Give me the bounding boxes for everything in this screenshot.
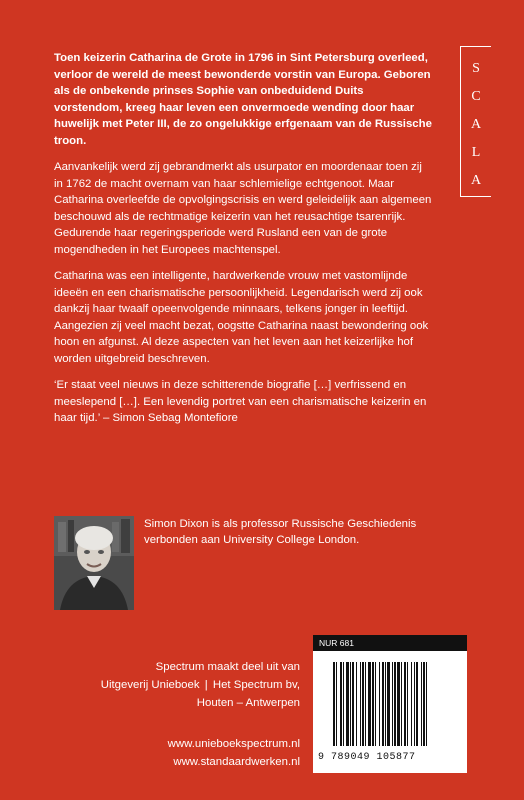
barcode-bar — [375, 662, 376, 746]
isbn-barcode — [333, 662, 459, 748]
barcode-bar — [350, 662, 351, 746]
scala-letter: A — [470, 173, 482, 188]
barcode-bar — [346, 662, 349, 746]
barcode-bar — [407, 662, 408, 746]
barcode-bar — [416, 662, 418, 746]
barcode-bar — [340, 662, 342, 746]
body-paragraph-1: Aanvankelijk werd zij gebrandmerkt als usurpator en moordenaar toen zij in 1762 de macht overnam van haar schlemielige echtgenoot. Maar Catharina overleefde de opvolgingscrisis en werd geleidelijk aan algemeen beschouwd als de rechtmatige keizerin van het reusachtige tsarenrijk. Gedurende haar regeringsperiode werd Rusland een van de grote mogendheden in het Europees machtenspel. — [54, 161, 432, 256]
barcode-bar — [352, 662, 354, 746]
nur-code: NUR 681 — [319, 638, 354, 648]
barcode-bar — [362, 662, 364, 746]
author-bio: Simon Dixon is als professor Russische Geschiedenis verbonden aan University College London. — [144, 518, 417, 546]
publisher-line-3: Houten – Antwerpen — [196, 697, 300, 709]
website-links — [100, 735, 300, 771]
barcode-bar — [421, 662, 422, 746]
blurb — [54, 50, 432, 437]
scala-letter: C — [471, 89, 481, 104]
barcode-bar — [401, 662, 402, 746]
isbn-number: 9 789049 105877 — [318, 752, 416, 763]
website-url-1: www.unieboekspectrum.nl — [167, 738, 300, 750]
barcode-bar — [426, 662, 427, 746]
barcode-bar — [379, 662, 380, 746]
publisher-line-1: Spectrum maakt deel uit van — [155, 661, 300, 673]
barcode-bar — [382, 662, 384, 746]
nur-label-bar — [313, 635, 467, 651]
publisher-info — [100, 658, 300, 712]
barcode-bar — [360, 662, 361, 746]
publisher-separator: | — [204, 679, 208, 691]
scala-letter: A — [470, 117, 482, 132]
publisher-imprint: Het Spectrum bv, — [212, 679, 300, 691]
intro-paragraph: Toen keizerin Catharina de Grote in 1796 in Sint Petersburg overleed, verloor de wereld de meest bewonderde vorstin van Europa. Geboren als de onbekende prinses Sophie van onbeduidend Duits vorstendom, kreeg haar leven een onvermoede wending door haar huwelijk met Peter III, de zo ongelukkige erfgenaam van de Russische troon. — [54, 52, 432, 147]
barcode-bar — [333, 662, 335, 746]
barcode-bar — [343, 662, 344, 746]
barcode-bar — [336, 662, 337, 746]
author-photo — [54, 516, 134, 610]
barcode-bar — [372, 662, 374, 746]
publisher-line-2 — [100, 676, 300, 694]
barcode-bar — [411, 662, 412, 746]
scala-series-logo — [460, 46, 491, 197]
review-quote: ‘Er staat veel nieuws in deze schitterende biografie […] verfrissend en meeslepend […]. Een levendig portret van een charismatische keizerin en haar tijd.’ – Simon Sebag Montefiore — [54, 379, 427, 424]
barcode-bar — [414, 662, 415, 746]
scala-letter: S — [472, 61, 480, 76]
barcode-bar — [356, 662, 357, 746]
barcode-bar — [387, 662, 390, 746]
website-url-2: www.standaardwerken.nl — [173, 756, 300, 768]
barcode-bar — [394, 662, 396, 746]
barcode-bar — [365, 662, 366, 746]
barcode-bar — [404, 662, 406, 746]
barcode-bar — [368, 662, 371, 746]
barcode-bar — [423, 662, 425, 746]
barcode-bar — [392, 662, 393, 746]
barcode-bar — [397, 662, 400, 746]
body-paragraph-2: Catharina was een intelligente, hardwerkende vrouw met vastomlijnde ideeën en een charismatische persoonlijkheid. Legendarisch werd zij ook dankzij haar twaalf opeenvolgende minnaars, telkens jonger in leeftijd. Aangezien zij veel macht bezat, oogstte Catharina naast bewondering ook hoon en afgunst. Al deze aspecten van het leven aan het keizerlijke hof worden uitgebreid beschreven. — [54, 270, 429, 365]
scala-letter: L — [471, 145, 481, 160]
publisher-name: Uitgeverij Unieboek — [100, 679, 200, 691]
barcode-bar — [385, 662, 386, 746]
author-portrait-image — [54, 516, 134, 610]
